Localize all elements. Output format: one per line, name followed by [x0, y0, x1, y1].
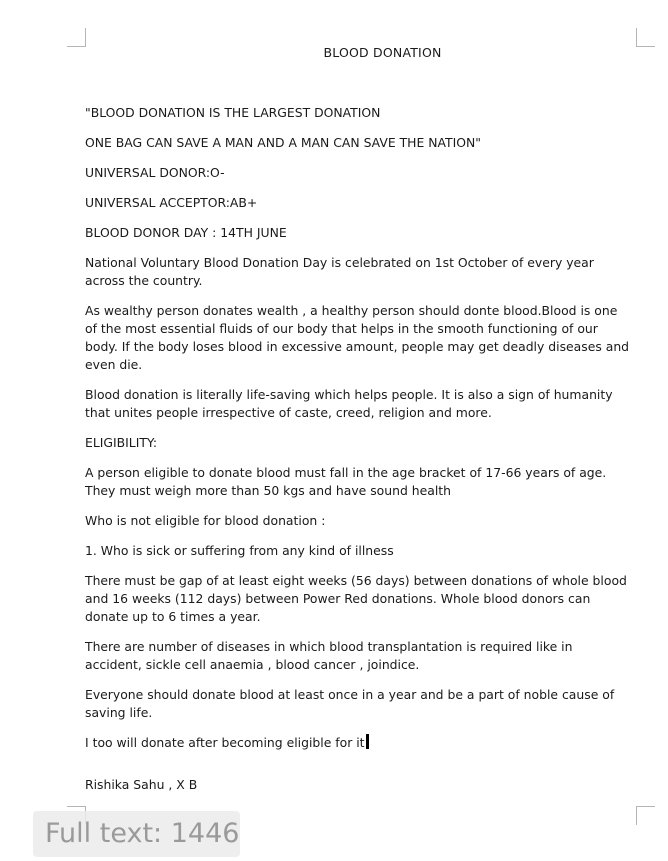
- paragraph-national-day: National Voluntary Blood Donation Day is celebrated on 1st October of every year across the country.: [85, 255, 594, 288]
- top-left-margin-mark: [67, 28, 86, 47]
- universal-donor-line: UNIVERSAL DONOR:O-: [85, 165, 225, 180]
- universal-acceptor-line: UNIVERSAL ACCEPTOR:AB+: [85, 195, 258, 210]
- closing-text: I too will donate after becoming eligible for it: [85, 735, 365, 750]
- paragraph-age-bracket: A person eligible to donate blood must fall in the age bracket of 17-66 years of age. They must weigh more than 50 kgs and have sound health: [85, 465, 607, 498]
- not-eligible-heading: Who is not eligible for blood donation :: [85, 513, 326, 528]
- paragraph-wealthy-person: As wealthy person donates wealth , a healthy person should donte blood.Blood is one of the most essential fluids of our body that helps in the smooth functioning of our body. If the body loses blood in excessive amount, people may get deadly diseases and even die.: [85, 303, 630, 372]
- eligibility-heading: ELIGIBILITY:: [85, 435, 158, 450]
- paragraph-closing: [85, 734, 630, 752]
- quote-line-1: "BLOOD DONATION IS THE LARGEST DONATION: [85, 105, 381, 120]
- paragraph-donation-gap: There must be gap of at least eight weeks (56 days) between donations of whole blood and 16 weeks (112 days) between Power Red donations. Whole blood donors can donate up to 6 times a year.: [85, 573, 627, 624]
- document-title: BLOOD DONATION: [323, 45, 442, 60]
- full-text-count: Full text: 1446: [45, 818, 240, 849]
- list-item-sick: 1. Who is sick or suffering from any kind of illness: [85, 543, 394, 558]
- bottom-right-margin-mark: [636, 806, 655, 825]
- quote-line-2: ONE BAG CAN SAVE A MAN AND A MAN CAN SAVE THE NATION": [85, 135, 481, 150]
- donor-day-line: BLOOD DONOR DAY : 14TH JUNE: [85, 225, 287, 240]
- signature: Rishika Sahu , X B: [85, 777, 198, 792]
- document-body[interactable]: [85, 104, 630, 764]
- paragraph-everyone: Everyone should donate blood at least once in a year and be a part of noble cause of saving life.: [85, 687, 615, 720]
- text-cursor: [366, 734, 369, 749]
- paragraph-diseases: There are number of diseases in which blood transplantation is required like in accident, sickle cell anaemia , blood cancer , joindice.: [85, 639, 573, 672]
- paragraph-life-saving: Blood donation is literally life-saving which helps people. It is also a sign of humanity that unites people irrespective of caste, creed, religion and more.: [85, 387, 613, 420]
- full-text-count-badge: [33, 811, 240, 857]
